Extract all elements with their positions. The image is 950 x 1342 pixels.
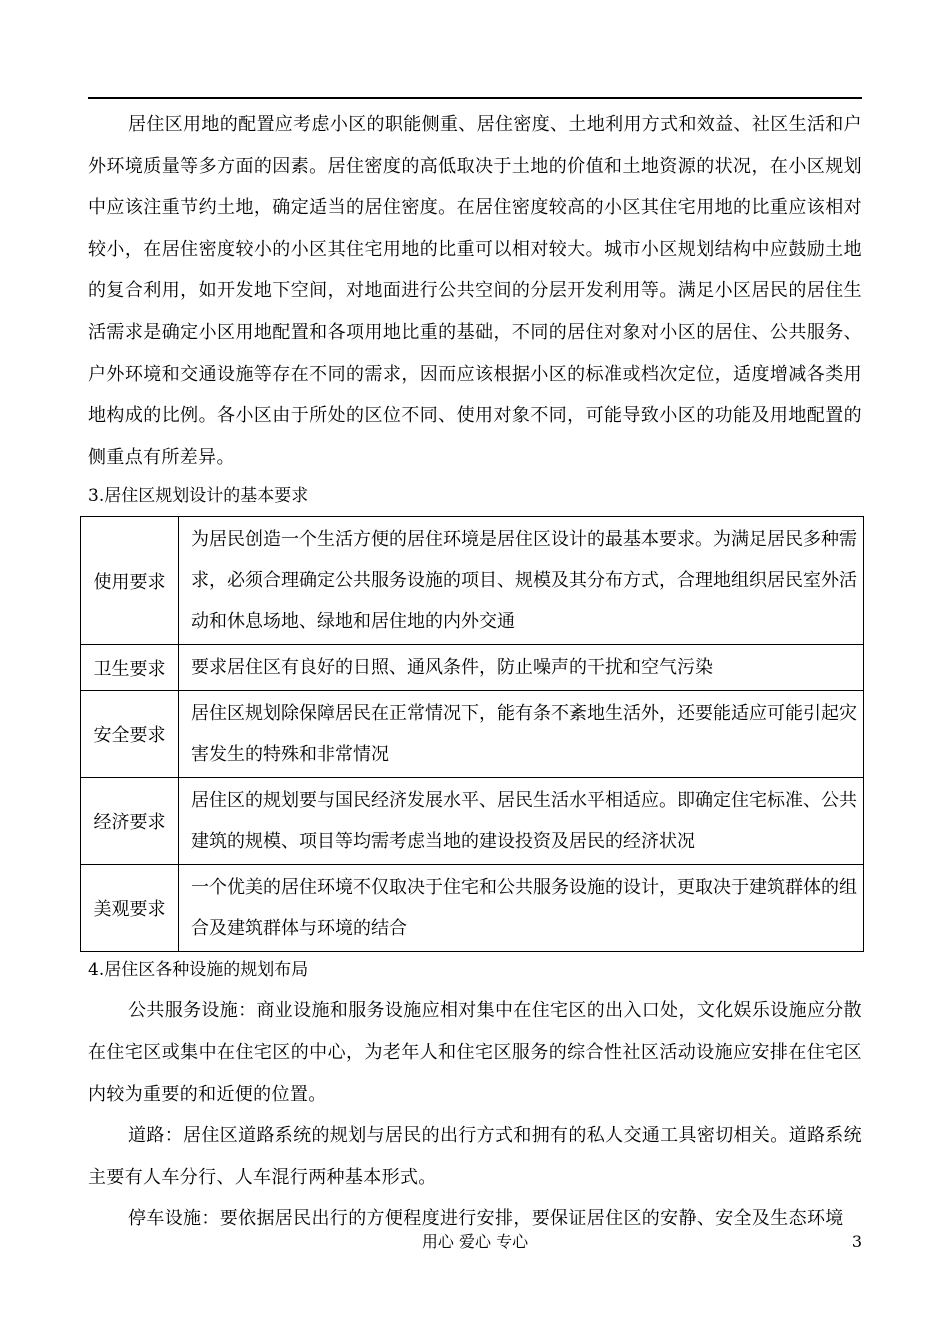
requirement-description: 居住区的规划要与国民经济发展水平、居民生活水平相适应。即确定住宅标准、公共建筑的规模、项目等均需考虑当地的建设投资及居民的经济状况 (179, 778, 864, 865)
page-number: 3 (851, 1232, 862, 1251)
page-footer (0, 1227, 950, 1257)
table-row (81, 691, 864, 778)
header-rule (88, 97, 862, 99)
requirement-label: 美观要求 (81, 865, 179, 952)
section-heading-design-requirements: 3.居住区规划设计的基本要求 (88, 486, 309, 507)
table-row (81, 865, 864, 952)
paragraph-parking: 停车设施：要依据居民出行的方便程度进行安排，要保证居住区的安静、安全及生态环境 (128, 1208, 844, 1230)
paragraph-roads: 道路：居住区道路系统的规划与居民的出行方式和拥有的私人交通工具密切相关。道路系统主要有人车分行、人车混行两种基本形式。 (88, 1125, 862, 1188)
requirement-label: 卫生要求 (81, 645, 179, 691)
requirement-description: 要求居住区有良好的日照、通风条件，防止噪声的干扰和空气污染 (179, 645, 864, 691)
requirement-description: 居住区规划除保障居民在正常情况下，能有条不紊地生活外，还要能适应可能引起灾害发生的特殊和非常情况 (179, 691, 864, 778)
paragraph-public-services: 公共服务设施：商业设施和服务设施应相对集中在住宅区的出入口处，文化娱乐设施应分散在住宅区或集中在住宅区的中心，为老年人和住宅区服务的综合性社区活动设施应安排在住宅区内较为重要的和近便的位置。 (88, 1000, 862, 1105)
table-row (81, 645, 864, 691)
requirement-description: 为居民创造一个生活方便的居住环境是居住区设计的最基本要求。为满足居民多种需求，必须合理确定公共服务设施的项目、规模及其分布方式，合理地组织居民室外活动和休息场地、绿地和居住地的内外交通 (179, 517, 864, 645)
requirements-table (80, 516, 864, 952)
paragraph-land-allocation: 居住区用地的配置应考虑小区的职能侧重、居住密度、土地利用方式和效益、社区生活和户外环境质量等多方面的因素。居住密度的高低取决于土地的价值和土地资源的状况，在小区规划中应该注重节约土地，确定适当的居住密度。在居住密度较高的小区其住宅用地的比重应该相对较小，在居住密度较小的小区其住宅用地的比重可以相对较大。城市小区规划结构中应鼓励土地的复合利用，如开发地下空间，对地面进行公共空间的分层开发利用等。满足小区居民的居住生活需求是确定小区用地配置和各项用地比重的基础，不同的居住对象对小区的居住、公共服务、户外环境和交通设施等存在不同的需求，因而应该根据小区的标准或档次定位，适度增减各类用地构成的比例。各小区由于所处的区位不同、使用对象不同，可能导致小区的功能及用地配置的侧重点有所差异。 (88, 114, 862, 468)
page-content (88, 104, 862, 1240)
requirement-label: 经济要求 (81, 778, 179, 865)
requirement-description: 一个优美的居住环境不仅取决于住宅和公共服务设施的设计，更取决于建筑群体的组合及建筑群体与环境的结合 (179, 865, 864, 952)
section-heading-facility-layout: 4.居住区各种设施的规划布局 (88, 960, 309, 981)
requirement-label: 使用要求 (81, 517, 179, 645)
table-row (81, 517, 864, 645)
footer-motto: 用心 爱心 专心 (421, 1232, 529, 1251)
table-row (81, 778, 864, 865)
requirement-label: 安全要求 (81, 691, 179, 778)
